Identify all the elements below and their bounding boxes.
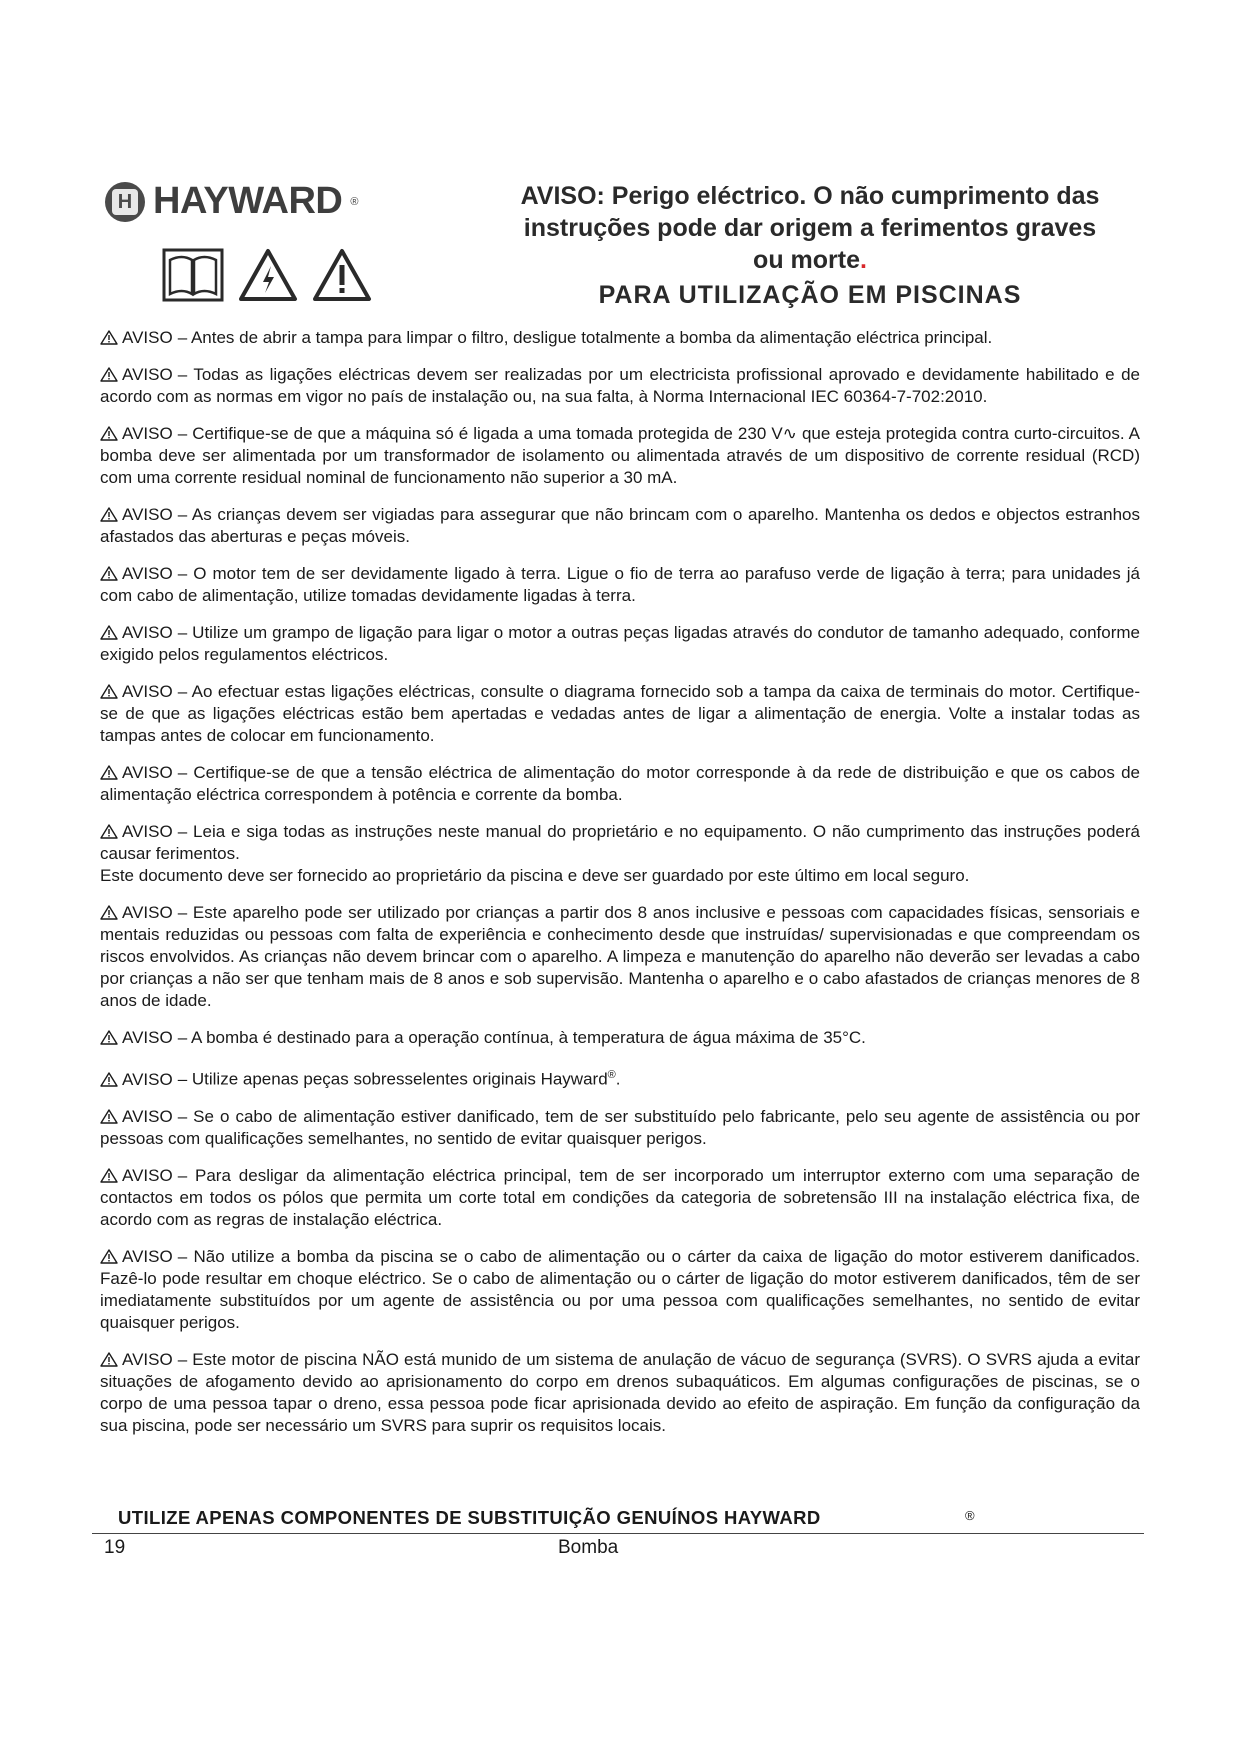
warning-item xyxy=(100,1027,1140,1049)
headline-line-3 xyxy=(470,244,1150,276)
warning-label: AVISO xyxy=(122,822,173,841)
warning-text: – Se o cabo de alimentação estiver danificado, tem de ser substituído pelo fabricante, pelo seu agente de assistência ou por pessoas com qualificações semelhantes, no sentido de evitar quaisquer perigos. xyxy=(100,1106,1140,1148)
headline xyxy=(470,180,1150,312)
warning-triangle-icon xyxy=(100,625,118,640)
warning-text: – Utilize apenas peças sobresselentes originais Hayward xyxy=(177,1069,608,1089)
warning-triangle-icon xyxy=(100,507,118,522)
headline-line-1: AVISO: Perigo eléctrico. O não cumprimento das xyxy=(520,182,1100,210)
warning-triangle-icon xyxy=(100,566,118,581)
warning-text: – Este aparelho pode ser utilizado por crianças a partir dos 8 anos inclusive e pessoas com capacidades físicas, sensoriais e mentais reduzidas ou pessoas com falta de experiência e conhecimento desde que instruídas/ supervisionadas e que compreendam os riscos envolvidos. As crianças não devem brincar com o aparelho. A limpeza e manutenção do aparelho não deverão ser levadas a cabo por crianças a não ser que tenham mais de 8 anos e sob supervisão. Mantenha o aparelho e o cabo afastados de crianças menores de 8 anos de idade. xyxy=(100,903,1140,1010)
warning-item xyxy=(100,1349,1140,1437)
warning-text: – Todas as ligações eléctricas devem ser realizadas por um electricista profissional aprovado e devidamente habilitado e de acordo com as normas em vigor no país de instalação ou, na sua falta, à Norma Internacional IEC 60364-7-702:2010. xyxy=(100,365,1140,406)
warning-item xyxy=(100,563,1140,607)
manual-book-icon xyxy=(162,248,224,302)
warning-item xyxy=(100,902,1140,1012)
warning-text: – Ao efectuar estas ligações eléctricas, consulte o diagrama fornecido sob a tampa da caixa de terminais do motor. Certifique-se de que as ligações eléctricas estão bem apertadas e vedadas antes de ligar a alimentação de energia. Volte a instalar todas as tampas antes de colocar em funcionamento. xyxy=(100,682,1140,745)
page-number: 19 xyxy=(104,1537,126,1558)
warning-text: – O motor tem de ser devidamente ligado à terra. Ligue o fio de terra ao parafuso verde de ligação à terra; para unidades já com cabo de alimentação, utilize tomadas devidamente ligadas à terra. xyxy=(100,564,1140,605)
warning-text: – Leia e siga todas as instruções neste manual do proprietário e no equipamento. O não cumprimento das instruções poderá causar ferimentos. xyxy=(100,822,1140,863)
warning-triangle-icon xyxy=(100,684,118,699)
warning-label: AVISO xyxy=(122,505,173,524)
warning-text: – As crianças devem ser vigiadas para assegurar que não brincam com o aparelho. Mantenha os dedos e objectos estranhos afastados das aberturas e peças móveis. xyxy=(100,505,1140,546)
hayward-logo-text: HAYWARD xyxy=(153,180,343,222)
warning-label: AVISO xyxy=(122,1165,173,1185)
warning-item xyxy=(100,821,1140,887)
footer-divider xyxy=(92,1533,1144,1534)
warning-triangle-icon xyxy=(100,905,118,920)
warnings-list xyxy=(100,327,1140,1452)
warning-label: AVISO xyxy=(122,623,173,642)
headline-line-2: instruções pode dar origem a ferimentos graves xyxy=(523,214,1097,242)
warning-item xyxy=(100,423,1140,489)
headline-red-dot: . xyxy=(860,246,867,274)
warning-triangle-icon xyxy=(100,765,118,780)
warning-text: – Certifique-se de que a máquina só é ligada a uma tomada protegida de 230 V∿ que esteja protegida contra curto-circuitos. A bomba deve ser alimentada por um transformador de isolamento ou alimentada através de um dispositivo de corrente residual (RCD) com uma corrente residual nominal de funcionamento não superior a 30 mA. xyxy=(100,424,1140,487)
warning-text: – Não utilize a bomba da piscina se o cabo de alimentação ou o cárter da caixa de ligação do motor estiverem danificados. Fazê-lo pode resultar em choque eléctrico. Se o cabo de alimentação ou o cárter de ligação do motor estiverem danificados, têm de ser imediatamente substituídos por um agente de assistência ou por uma pessoa com qualificações semelhantes, no sentido de evitar quaisquer perigos. xyxy=(100,1246,1140,1332)
warning-item xyxy=(100,504,1140,548)
warning-item xyxy=(100,1165,1140,1231)
document-header xyxy=(100,180,1140,320)
safety-icons xyxy=(162,248,372,302)
footer-section-name: Bomba xyxy=(558,1537,619,1558)
warning-item xyxy=(100,1106,1140,1150)
warning-item xyxy=(100,762,1140,806)
warning-triangle-icon xyxy=(100,1072,118,1087)
warning-triangle-icon xyxy=(100,367,118,382)
warning-label: AVISO xyxy=(122,424,173,443)
warning-item xyxy=(100,681,1140,747)
warning-text: – Este motor de piscina NÃO está munido de um sistema de anulação de vácuo de segurança (SVRS). O SVRS ajuda a evitar situações de afogamento devido ao aprisionamento do corpo em drenos subaquáticos. Em algumas configurações de piscinas, se o corpo de uma pessoa tapar o dreno, essa pessoa pode ficar aprisionada devido ao efeito de aspiração. Em função da configuração da sua piscina, pode ser necessário um SVRS para suprir os requisitos locais. xyxy=(100,1349,1140,1435)
warning-item xyxy=(100,327,1140,349)
warning-label: AVISO xyxy=(122,682,173,701)
warning-text: – A bomba é destinado para a operação contínua, à temperatura de água máxima de 35°C. xyxy=(177,1028,866,1047)
warning-item xyxy=(100,1064,1140,1091)
warning-triangle-icon xyxy=(100,330,118,345)
warning-triangle-icon xyxy=(100,1109,118,1124)
warning-item xyxy=(100,1246,1140,1334)
warning-triangle-icon xyxy=(100,824,118,839)
warning-label: AVISO xyxy=(122,1069,173,1089)
warning-triangle-icon xyxy=(312,248,372,302)
warning-label: AVISO xyxy=(122,1246,173,1266)
warning-label: AVISO xyxy=(122,1106,173,1126)
warning-text: – Antes de abrir a tampa para limpar o filtro, desligue totalmente a bomba da alimentação eléctrica principal. xyxy=(177,328,993,347)
hayward-logo-mark-icon xyxy=(105,182,145,222)
warning-triangle-icon xyxy=(100,1030,118,1045)
warning-text: – Para desligar da alimentação eléctrica principal, tem de ser incorporado um interruptor externo com uma separação de contactos em todos os pólos que permita um corte total em condições da categoria de sobretensão III na instalação eléctrica fixa, de acordo com as regras de instalação eléctrica. xyxy=(100,1165,1140,1229)
warning-text: – Certifique-se de que a tensão eléctrica de alimentação do motor corresponde à da rede de distribuição e que os cabos de alimentação eléctrica correspondem à potência e corrente da bomba. xyxy=(100,763,1140,804)
warning-item xyxy=(100,364,1140,408)
warning-triangle-icon xyxy=(100,1168,118,1183)
hayward-logo xyxy=(105,180,358,223)
warning-label: AVISO xyxy=(122,564,173,583)
warning-label: AVISO xyxy=(122,365,173,384)
registered-mark: ® xyxy=(607,1069,616,1081)
headline-line-3-text: ou morte xyxy=(753,246,860,274)
footer-notice: UTILIZE APENAS COMPONENTES DE SUBSTITUIÇÃO GENUÍNOS HAYWARD xyxy=(118,1507,821,1528)
warning-label: AVISO xyxy=(122,1349,173,1369)
warning-triangle-icon xyxy=(100,426,118,441)
warning-triangle-icon xyxy=(100,1352,118,1367)
footer-registered-mark: ® xyxy=(965,1508,975,1523)
warning-label: AVISO xyxy=(122,328,173,347)
warning-triangle-icon xyxy=(100,1249,118,1264)
ownership-note: Este documento deve ser fornecido ao proprietário da piscina e deve ser guardado por este último em local seguro. xyxy=(100,866,970,885)
sentence-period: . xyxy=(615,1069,621,1089)
warning-item xyxy=(100,622,1140,666)
headline-subtitle: PARA UTILIZAÇÃO EM PISCINAS xyxy=(598,281,1022,309)
warning-text: – Utilize um grampo de ligação para ligar o motor a outras peças ligadas através do condutor de tamanho adequado, conforme exigido pelos regulamentos eléctricos. xyxy=(100,623,1140,664)
warning-label: AVISO xyxy=(122,763,173,782)
electric-hazard-icon xyxy=(238,248,298,302)
logo-registered-mark: ® xyxy=(350,195,359,208)
warning-label: AVISO xyxy=(122,903,173,922)
warning-label: AVISO xyxy=(122,1028,173,1047)
